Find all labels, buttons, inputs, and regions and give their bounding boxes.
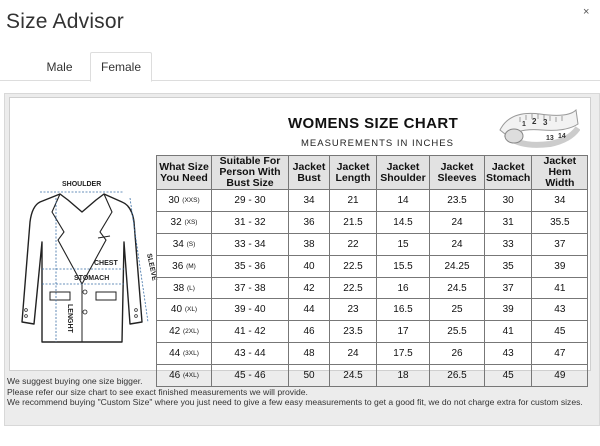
col-header: Jacket Bust [289,156,330,190]
size-code: (XS) [184,218,198,226]
tape-number: 13 [546,135,554,142]
table-cell: 21 [330,190,377,212]
size-code: (S) [186,240,196,248]
table-cell: 34 [289,190,330,212]
table-cell: 35.5 [532,211,588,233]
table-cell: 41 [532,277,588,299]
size-cell [157,299,212,321]
table-cell: 41 [485,321,532,343]
col-header: Jacket Shoulder [377,156,430,190]
table-cell: 25 [430,299,485,321]
table-row [157,233,588,255]
col-header: What Size You Need [157,156,212,190]
table-cell: 50 [289,365,330,387]
table-cell: 48 [289,343,330,365]
table-cell: 49 [532,365,588,387]
table-row [157,343,588,365]
table-cell: 24 [430,211,485,233]
table-cell: 39 [532,255,588,277]
table-cell: 15 [377,233,430,255]
table-cell: 21.5 [330,211,377,233]
jacket-diagram [12,172,158,372]
size-cell [157,277,212,299]
size-code: (L) [186,284,195,292]
note-line: We suggest buying one size bigger. [7,376,143,386]
table-cell: 24.5 [330,365,377,387]
note-line: We recommend buying "Custom Size" where you just need to give a few easy measurements to get a good fit, we do not charge extra for custom sizes. [7,397,583,408]
col-header: Jacket Sleeves [430,156,485,190]
chart-title: WOMENS SIZE CHART [288,115,459,132]
size-table [156,155,588,387]
table-row [157,277,588,299]
table-cell: 23 [330,299,377,321]
size-number: 44 [169,348,181,360]
table-cell: 43 - 44 [212,343,289,365]
close-icon[interactable]: × [583,6,590,18]
size-number: 40 [170,304,183,316]
table-cell: 14.5 [377,211,430,233]
table-cell: 29 - 30 [212,190,289,212]
table-cell: 16 [377,277,430,299]
table-cell: 46 [289,321,330,343]
table-cell: 31 [485,211,532,233]
size-notes [7,376,595,408]
tab-female[interactable]: Female [90,52,152,82]
note-line: Please refer our size chart to see exact finished measurements we will provide. [7,386,308,397]
col-header: Jacket Hem Width [532,156,588,190]
table-cell: 45 [532,321,588,343]
tape-number: 2 [532,117,537,126]
dialog-title: Size Advisor [6,10,124,33]
table-cell: 22.5 [330,255,377,277]
measuring-tape-icon [496,104,580,152]
table-cell: 17.5 [377,343,430,365]
col-header: Jacket Length [330,156,377,190]
table-cell: 31 - 32 [212,211,289,233]
sleeve-label: SLEEVE [145,252,158,282]
table-cell: 43 [485,343,532,365]
table-cell: 23.5 [330,321,377,343]
size-cell [157,321,212,343]
table-row [157,211,588,233]
table-cell: 36 [289,211,330,233]
table-cell: 15.5 [377,255,430,277]
table-cell: 26.5 [430,365,485,387]
table-cell: 35 [485,255,532,277]
size-code: (XXS) [182,196,200,204]
size-code: (M) [186,262,196,270]
size-cell [157,211,212,233]
table-cell: 42 [289,277,330,299]
tab-male[interactable]: Male [46,60,73,74]
size-cell [157,233,212,255]
length-label: LENGHT [66,304,73,333]
size-code: (3XL) [183,350,199,358]
table-cell: 37 [485,277,532,299]
table-cell: 37 [532,233,588,255]
size-code: (4XL) [183,371,199,379]
tab-bar [0,52,600,81]
table-cell: 25.5 [430,321,485,343]
table-cell: 22.5 [330,277,377,299]
table-cell: 37 - 38 [212,277,289,299]
col-header: Suitable For Person With Bust Size [212,156,289,190]
size-cell [157,343,212,365]
table-cell: 23.5 [430,190,485,212]
table-row [157,190,588,212]
tape-number: 1 [522,121,526,128]
table-cell: 35 - 36 [212,255,289,277]
table-cell: 38 [289,233,330,255]
shoulder-label: SHOULDER [62,181,102,188]
size-number: 30 [168,194,180,206]
table-cell: 24 [330,343,377,365]
table-cell: 41 - 42 [212,321,289,343]
size-number: 42 [169,326,181,338]
table-header-row [157,156,588,190]
size-number: 46 [169,370,181,382]
size-cell [157,255,212,277]
tape-number: 14 [558,133,566,140]
table-cell: 16.5 [377,299,430,321]
size-number: 34 [172,238,184,250]
table-cell: 24.5 [430,277,485,299]
table-cell: 33 [485,233,532,255]
col-header: Jacket Stomach [485,156,532,190]
table-cell: 43 [532,299,588,321]
table-cell: 33 - 34 [212,233,289,255]
table-cell: 14 [377,190,430,212]
table-cell: 30 [485,190,532,212]
chest-label: CHEST [94,260,118,267]
table-cell: 24.25 [430,255,485,277]
size-code: (2XL) [183,328,199,336]
chart-subtitle: MEASUREMENTS IN INCHES [301,138,454,149]
table-row [157,299,588,321]
size-cell [157,190,212,212]
table-cell: 45 [485,365,532,387]
table-row [157,255,588,277]
table-cell: 47 [532,343,588,365]
table-cell: 26 [430,343,485,365]
tape-number: 3 [543,118,548,127]
table-cell: 44 [289,299,330,321]
table-cell: 18 [377,365,430,387]
table-cell: 39 - 40 [212,299,289,321]
table-cell: 39 [485,299,532,321]
table-cell: 17 [377,321,430,343]
table-cell: 40 [289,255,330,277]
table-row [157,321,588,343]
table-cell: 34 [532,190,588,212]
size-chart-panel [4,93,600,426]
table-cell: 24 [430,233,485,255]
stomach-label: STOMACH [74,275,110,282]
table-cell: 45 - 46 [212,365,289,387]
size-number: 38 [173,282,185,294]
size-number: 32 [170,216,182,228]
size-number: 36 [172,260,184,272]
table-cell: 22 [330,233,377,255]
size-code: (XL) [184,306,198,314]
